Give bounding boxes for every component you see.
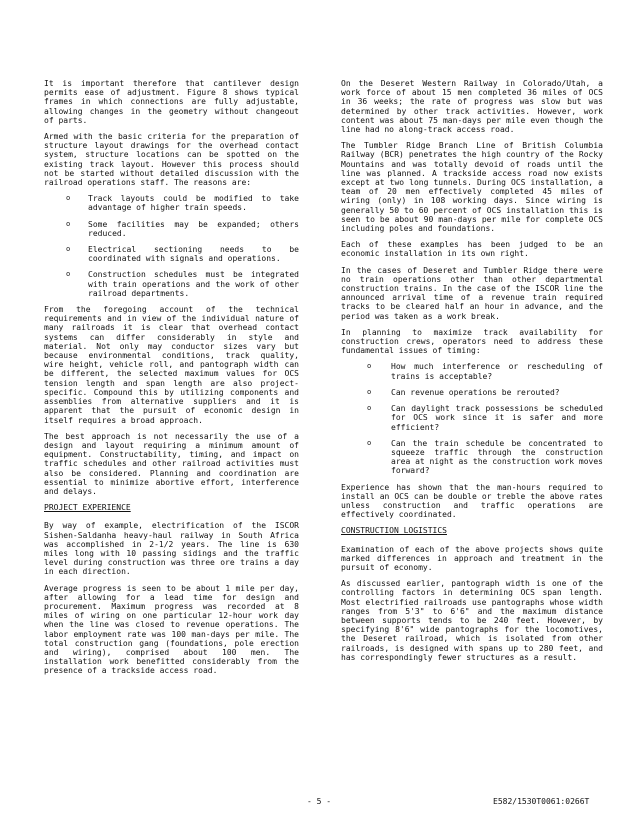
bullet-icon: o	[66, 194, 71, 203]
list-item: o Can revenue operations be rerouted?	[367, 387, 560, 397]
list-item: o Electrical sectioning needs to be coordinated with signals and operations.	[66, 245, 299, 264]
right-column	[341, 79, 603, 669]
section-heading: CONSTRUCTION LOGISTICS	[341, 526, 447, 536]
paragraph: As discussed earlier, pantograph width is one of the controlling factors in determining OCS span length. Most electrified railroads use pantographs whose width ranges from 5'3" to 6'6" and the maximum distance between supports tends to be 240 feet. However, by specifying 8'6" wide pantographs for the locomotives, the Deseret railroad, which is isolated from other railroads, is designed with spans up to 280 feet, and has correspondingly fewer structures as a result.	[341, 579, 603, 662]
timing-issues-list	[341, 362, 603, 475]
paragraph: On the Deseret Western Railway in Colorado/Utah, a work force of about 15 men completed 36 miles of OCS in 36 weeks; the rate of progress was slow but was determined by other track activities. However, work content was about 75 man-days per mile even though the line had no along-track access road.	[341, 79, 603, 135]
paragraph: Each of these examples has been judged to be an economic installation in its own right.	[341, 240, 603, 259]
paragraph: Average progress is seen to be about 1 mile per day, after allowing for a lead time for design and procurement. Maximum progress was recorded at 8 miles of wiring on one particular 12-hour work day when the line was closed to revenue operations. The labor employment rate was 100 man-days per mile. The total construction gang (foundations, pole erection and wiring), comprised about 100 men. The installation work benefitted considerably from the presence of a trackside access road.	[44, 583, 299, 676]
page-number: - 5 -	[307, 797, 332, 806]
paragraph: It is important therefore that cantilever design permits ease of adjustment. Figure 8 shows typical frames in which connections are fully adjustable, allowing changes in the geometry without changeout of parts.	[44, 79, 299, 125]
document-code: E582/1530T0061:0266T	[493, 797, 590, 806]
reasons-list	[44, 194, 299, 298]
list-item: o How much interference or rescheduling of trains is acceptable?	[367, 362, 603, 381]
paragraph: The best approach is not necessarily the use of a design and layout requiring a minimum amount of equipment. Constructability, timing, and impact on traffic schedules and other railroad activities must also be considered. Planning and coordination are essential to minimize abortive effort, interference and delays.	[44, 431, 299, 496]
section-heading: PROJECT EXPERIENCE	[44, 503, 131, 513]
bullet-icon: o	[66, 245, 71, 254]
bullet-icon: o	[367, 362, 372, 371]
paragraph: The Tumbler Ridge Branch Line of British Columbia Railway (BCR) penetrates the high country of the Rocky Mountains and was totally devoid of roads until the line was planned. A trackside access road now exists except at two long tunnels. During OCS installation, a team of 20 men effectively completed 45 miles of wiring (only) in 108 working days. Since wiring is generally 50 to 60 percent of OCS installation this is seen to be about 90 man-days per mile for complete OCS including poles and foundations.	[341, 141, 603, 234]
list-item: o Some facilities may be expanded; others reduced.	[66, 219, 299, 238]
list-item: o Track layouts could be modified to take advantage of higher train speeds.	[66, 194, 299, 213]
paragraph: By way of example, electrification of the ISCOR Sishen-Saldanha heavy-haul railway in South Africa was accomplished in 2-1/2 years. The line is 630 miles long with 10 passing sidings and the traffic level during construction was three ore trains a day in each direction.	[44, 521, 299, 577]
paragraph: In planning to maximize track availability for construction crews, operators need to address these fundamental issues of timing:	[341, 327, 603, 356]
list-item: o Can daylight track possessions be scheduled for OCS work since it is safer and more efficient?	[367, 404, 603, 432]
list-item: o Can the train schedule be concentrated to squeeze traffic through the construction area at night as the construction work moves forward?	[367, 438, 603, 476]
paragraph: Experience has shown that the man-hours required to install an OCS can be double or treble the above rates unless construction and traffic operations are effectively coordinated.	[341, 482, 603, 520]
bullet-icon: o	[367, 404, 372, 413]
paragraph: From the foregoing account of the technical requirements and in view of the individual nature of many railroads it is clear that overhead contact systems can differ considerably in style and material. Not only may conductor sizes vary but because environmental conditions, track quality, wire height, vehicle roll, and pantograph width can be different, the selected maximum values for OCS tension length and span length are also project-specific. Compound this by utilizing components and assemblies from alternative suppliers and it is apparent that the pursuit of economic design in itself requires a broad approach.	[44, 305, 299, 425]
paragraph: In the cases of Deseret and Tumbler Ridge there were no train operations other than other departmental construction trains. In the case of the ISCOR line the announced arrival time of a revenue train required tracks to be cleared half an hour in advance, and the period was taken as a work break.	[341, 265, 603, 321]
paragraph: Examination of each of the above projects shows quite marked differences in approach and treatment in the pursuit of economy.	[341, 544, 603, 572]
bullet-icon: o	[66, 270, 71, 279]
bullet-icon: o	[367, 387, 372, 396]
bullet-icon: o	[66, 219, 71, 228]
left-column	[44, 79, 299, 683]
list-item: o Construction schedules must be integrated with train operations and the work of other railroad departments.	[66, 270, 299, 298]
paragraph: Armed with the basic criteria for the preparation of structure layout drawings for the overhead contact system, structure locations can be spotted on the existing track layout. However this process should not be started without detailed discussion with the railroad operations staff. The reasons are:	[44, 132, 299, 188]
bullet-icon: o	[367, 438, 372, 447]
